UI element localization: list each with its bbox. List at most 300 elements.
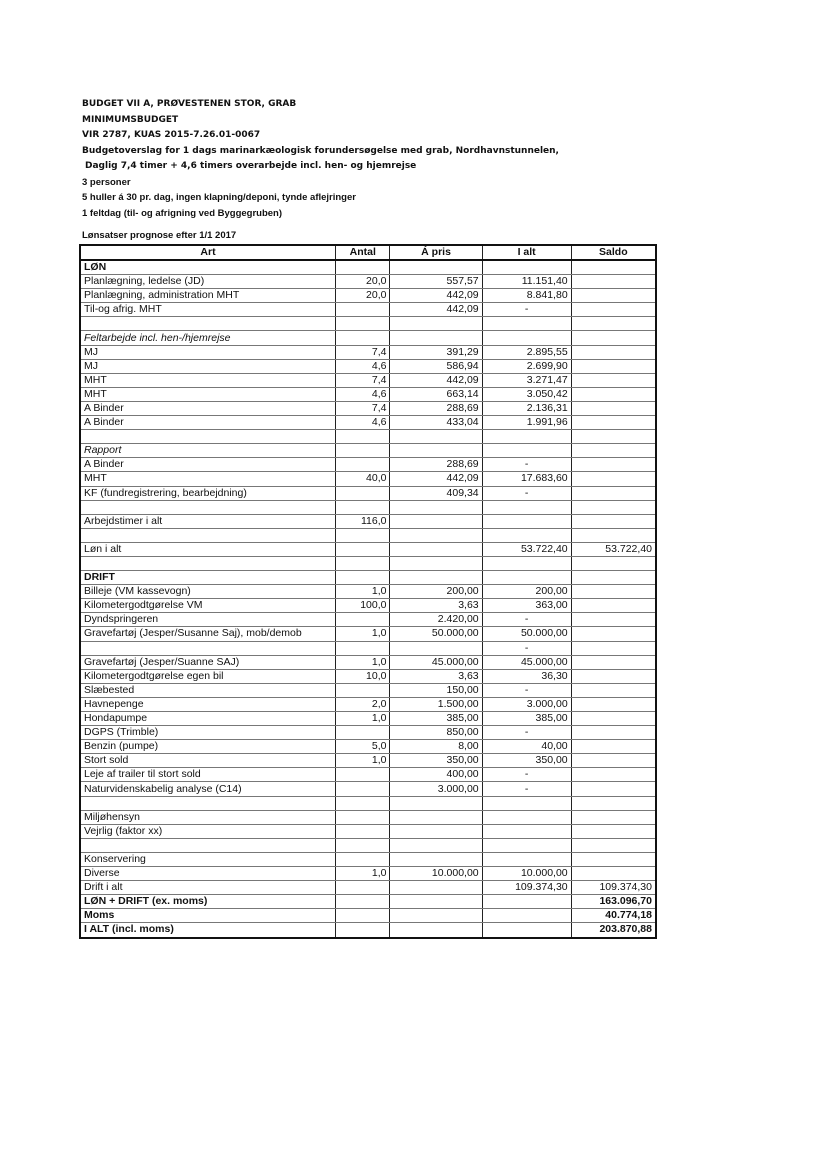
cell-pris: 442,09 <box>390 373 482 387</box>
case-reference: VIR 2787, KUAS 2015-7.26.01-0067 <box>82 130 261 140</box>
cell-pris: 3,63 <box>390 669 482 683</box>
cell-saldo <box>571 500 656 514</box>
cell-ialt <box>482 514 571 528</box>
cell-ialt <box>482 824 571 838</box>
table-row <box>80 401 656 415</box>
cell-antal: 1,0 <box>336 585 390 599</box>
cell-saldo <box>571 430 656 444</box>
table-row <box>80 303 656 317</box>
cell-ialt <box>482 331 571 345</box>
cell-art <box>80 796 336 810</box>
cell-pris <box>390 444 482 458</box>
cell-antal <box>336 810 390 824</box>
cell-pris: 442,09 <box>390 289 482 303</box>
table-row <box>80 768 656 782</box>
column-header-saldo: Saldo <box>571 245 656 260</box>
cell-saldo <box>571 387 656 401</box>
cell-ialt: 3.000,00 <box>482 697 571 711</box>
cell-antal: 1,0 <box>336 655 390 669</box>
table-row <box>80 528 656 542</box>
cell-ialt <box>482 500 571 514</box>
table-row <box>80 585 656 599</box>
cell-antal <box>336 542 390 556</box>
table-row <box>80 923 656 938</box>
cell-antal: 1,0 <box>336 712 390 726</box>
cell-antal: 4,6 <box>336 416 390 430</box>
cell-antal <box>336 528 390 542</box>
table-row <box>80 782 656 796</box>
table-row <box>80 838 656 852</box>
cell-saldo <box>571 260 656 275</box>
cell-pris <box>390 895 482 909</box>
cell-saldo <box>571 669 656 683</box>
cell-ialt: - <box>482 486 571 500</box>
cell-ialt: - <box>482 683 571 697</box>
cell-pris <box>390 542 482 556</box>
document-header <box>82 97 782 221</box>
cell-ialt: 3.050,42 <box>482 387 571 401</box>
cell-saldo <box>571 444 656 458</box>
cell-ialt: - <box>482 782 571 796</box>
cell-antal: 1,0 <box>336 754 390 768</box>
cell-ialt <box>482 528 571 542</box>
cell-antal <box>336 260 390 275</box>
table-row <box>80 500 656 514</box>
cell-antal: 40,0 <box>336 472 390 486</box>
cell-pris: 288,69 <box>390 401 482 415</box>
cell-pris <box>390 514 482 528</box>
cell-art: Vejrlig (faktor xx) <box>80 824 336 838</box>
cell-pris <box>390 852 482 866</box>
cell-saldo <box>571 556 656 570</box>
cell-antal: 1,0 <box>336 627 390 641</box>
cell-ialt: - <box>482 613 571 627</box>
cell-art: Benzin (pumpe) <box>80 740 336 754</box>
cell-art: DRIFT <box>80 571 336 585</box>
cell-art: Slæbested <box>80 683 336 697</box>
cell-antal: 10,0 <box>336 669 390 683</box>
budget-title: BUDGET VII A, PRØVESTENEN STOR, GRAB <box>82 99 297 109</box>
table-row <box>80 486 656 500</box>
table-row <box>80 331 656 345</box>
budget-table <box>79 244 657 939</box>
cell-pris: 2.420,00 <box>390 613 482 627</box>
cell-antal: 4,6 <box>336 387 390 401</box>
cell-antal: 20,0 <box>336 289 390 303</box>
table-row <box>80 373 656 387</box>
cell-saldo <box>571 571 656 585</box>
table-row <box>80 571 656 585</box>
cell-pris: 400,00 <box>390 768 482 782</box>
cell-ialt <box>482 260 571 275</box>
cell-saldo <box>571 317 656 331</box>
budget-description: Budgetoverslag for 1 dags marinarkæologisk forundersøgelse med grab, Nordhavnstunnelen, <box>82 145 559 156</box>
cell-ialt: 1.991,96 <box>482 416 571 430</box>
cell-saldo <box>571 585 656 599</box>
table-row <box>80 655 656 669</box>
cell-saldo <box>571 824 656 838</box>
cell-ialt: 8.841,80 <box>482 289 571 303</box>
cell-pris <box>390 556 482 570</box>
cell-antal <box>336 317 390 331</box>
cell-ialt: - <box>482 458 571 472</box>
cell-art: Rapport <box>80 444 336 458</box>
cell-ialt: 36,30 <box>482 669 571 683</box>
cell-art: Til-og afrig. MHT <box>80 303 336 317</box>
cell-ialt: 40,00 <box>482 740 571 754</box>
cell-art <box>80 500 336 514</box>
cell-pris: 8,00 <box>390 740 482 754</box>
cell-art: Planlægning, administration MHT <box>80 289 336 303</box>
cell-art: MHT <box>80 387 336 401</box>
table-row <box>80 613 656 627</box>
cell-pris: 150,00 <box>390 683 482 697</box>
cell-ialt <box>482 810 571 824</box>
cell-pris <box>390 528 482 542</box>
cell-ialt <box>482 444 571 458</box>
column-header-art: Art <box>80 245 336 260</box>
cell-art: Gravefartøj (Jesper/Susanne Saj), mob/demob <box>80 627 336 641</box>
cell-saldo <box>571 852 656 866</box>
cell-ialt <box>482 571 571 585</box>
cell-saldo <box>571 359 656 373</box>
table-row <box>80 895 656 909</box>
cell-saldo <box>571 331 656 345</box>
table-row <box>80 669 656 683</box>
holes-note: 5 huller á 30 pr. dag, ingen klapning/deponi, tynde aflejringer <box>82 192 356 203</box>
cell-pris: 433,04 <box>390 416 482 430</box>
cell-antal <box>336 486 390 500</box>
cell-art: DGPS (Trimble) <box>80 726 336 740</box>
cell-art <box>80 641 336 655</box>
cell-art <box>80 317 336 331</box>
cell-art: MHT <box>80 472 336 486</box>
cell-antal <box>336 303 390 317</box>
cell-art: Havnepenge <box>80 697 336 711</box>
cell-art: Hondapumpe <box>80 712 336 726</box>
cell-ialt <box>482 796 571 810</box>
cell-saldo <box>571 641 656 655</box>
cell-ialt: 50.000,00 <box>482 627 571 641</box>
cell-saldo <box>571 401 656 415</box>
cell-pris: 442,09 <box>390 303 482 317</box>
cell-saldo <box>571 838 656 852</box>
cell-antal <box>336 852 390 866</box>
cell-art: Dyndspringeren <box>80 613 336 627</box>
cell-ialt: 11.151,40 <box>482 275 571 289</box>
cell-pris: 391,29 <box>390 345 482 359</box>
cell-art: Kilometergodtgørelse VM <box>80 599 336 613</box>
table-row <box>80 909 656 923</box>
table-row <box>80 754 656 768</box>
cell-pris: 50.000,00 <box>390 627 482 641</box>
cell-pris: 409,34 <box>390 486 482 500</box>
cell-ialt <box>482 430 571 444</box>
table-row <box>80 810 656 824</box>
cell-antal: 4,6 <box>336 359 390 373</box>
cell-pris: 850,00 <box>390 726 482 740</box>
cell-saldo <box>571 599 656 613</box>
cell-pris: 385,00 <box>390 712 482 726</box>
cell-antal <box>336 881 390 895</box>
cell-antal: 116,0 <box>336 514 390 528</box>
cell-saldo <box>571 796 656 810</box>
cell-pris: 586,94 <box>390 359 482 373</box>
cell-saldo <box>571 345 656 359</box>
cell-ialt <box>482 317 571 331</box>
cell-antal <box>336 796 390 810</box>
cell-art <box>80 556 336 570</box>
cell-ialt: - <box>482 303 571 317</box>
cell-pris: 288,69 <box>390 458 482 472</box>
cell-art: Stort sold <box>80 754 336 768</box>
cell-ialt: - <box>482 768 571 782</box>
table-row <box>80 641 656 655</box>
cell-pris <box>390 500 482 514</box>
cell-saldo <box>571 697 656 711</box>
cell-pris: 3.000,00 <box>390 782 482 796</box>
table-header-row <box>80 245 656 260</box>
table-row <box>80 275 656 289</box>
cell-saldo <box>571 289 656 303</box>
cell-pris <box>390 796 482 810</box>
cell-ialt: 109.374,30 <box>482 881 571 895</box>
cell-pris <box>390 909 482 923</box>
cell-antal <box>336 895 390 909</box>
cell-pris: 663,14 <box>390 387 482 401</box>
table-row <box>80 430 656 444</box>
cell-art <box>80 838 336 852</box>
cell-ialt: 2.136,31 <box>482 401 571 415</box>
cell-antal: 7,4 <box>336 345 390 359</box>
cell-saldo <box>571 867 656 881</box>
cell-pris <box>390 430 482 444</box>
table-row <box>80 712 656 726</box>
cell-ialt: - <box>482 726 571 740</box>
cell-saldo <box>571 726 656 740</box>
table-row <box>80 796 656 810</box>
cell-antal <box>336 782 390 796</box>
cell-saldo <box>571 782 656 796</box>
persons-note: 3 personer <box>82 176 131 188</box>
table-row <box>80 472 656 486</box>
cell-antal <box>336 641 390 655</box>
column-header-antal: Antal <box>336 245 390 260</box>
cell-saldo <box>571 458 656 472</box>
cell-art: Arbejdstimer i alt <box>80 514 336 528</box>
cell-art: Diverse <box>80 867 336 881</box>
table-row <box>80 881 656 895</box>
table-row <box>80 867 656 881</box>
cell-saldo: 53.722,40 <box>571 542 656 556</box>
cell-pris <box>390 571 482 585</box>
table-row <box>80 556 656 570</box>
cell-saldo <box>571 754 656 768</box>
cell-pris: 10.000,00 <box>390 867 482 881</box>
cell-saldo <box>571 514 656 528</box>
cell-ialt <box>482 895 571 909</box>
table-row <box>80 514 656 528</box>
cell-pris <box>390 641 482 655</box>
cell-pris <box>390 881 482 895</box>
cell-art: MJ <box>80 345 336 359</box>
cell-saldo <box>571 740 656 754</box>
cell-pris: 557,57 <box>390 275 482 289</box>
cell-ialt: 2.895,55 <box>482 345 571 359</box>
column-header-pris: Á pris <box>390 245 482 260</box>
cell-antal: 1,0 <box>336 867 390 881</box>
cell-antal <box>336 683 390 697</box>
table-row <box>80 542 656 556</box>
cell-antal: 100,0 <box>336 599 390 613</box>
cell-antal <box>336 909 390 923</box>
cell-art: I ALT (incl. moms) <box>80 923 336 938</box>
cell-antal <box>336 613 390 627</box>
cell-art: MJ <box>80 359 336 373</box>
cell-art: A Binder <box>80 458 336 472</box>
cell-antal <box>336 571 390 585</box>
cell-ialt <box>482 556 571 570</box>
cell-art: A Binder <box>80 401 336 415</box>
cell-ialt: 45.000,00 <box>482 655 571 669</box>
cell-saldo <box>571 528 656 542</box>
cell-art: Billeje (VM kassevogn) <box>80 585 336 599</box>
column-header-ialt: I alt <box>482 245 571 260</box>
cell-pris <box>390 838 482 852</box>
cell-art: Miljøhensyn <box>80 810 336 824</box>
table-row <box>80 458 656 472</box>
cell-art: Leje af trailer til stort sold <box>80 768 336 782</box>
table-row <box>80 359 656 373</box>
cell-ialt: 10.000,00 <box>482 867 571 881</box>
cell-ialt: 2.699,90 <box>482 359 571 373</box>
cell-pris: 200,00 <box>390 585 482 599</box>
cell-saldo <box>571 303 656 317</box>
cell-art: Gravefartøj (Jesper/Suanne SAJ) <box>80 655 336 669</box>
cell-ialt <box>482 838 571 852</box>
table-row <box>80 289 656 303</box>
table-row <box>80 416 656 430</box>
cell-saldo <box>571 768 656 782</box>
cell-art: Kilometergodtgørelse egen bil <box>80 669 336 683</box>
cell-ialt: 17.683,60 <box>482 472 571 486</box>
cell-saldo: 203.870,88 <box>571 923 656 938</box>
table-row <box>80 726 656 740</box>
cell-antal: 2,0 <box>336 697 390 711</box>
cell-saldo <box>571 416 656 430</box>
cell-pris: 442,09 <box>390 472 482 486</box>
cell-art: LØN + DRIFT (ex. moms) <box>80 895 336 909</box>
cell-saldo: 163.096,70 <box>571 895 656 909</box>
cell-art <box>80 430 336 444</box>
cell-art: A Binder <box>80 416 336 430</box>
cell-art: Moms <box>80 909 336 923</box>
table-row <box>80 260 656 275</box>
cell-antal: 7,4 <box>336 401 390 415</box>
cell-pris: 350,00 <box>390 754 482 768</box>
table-row <box>80 444 656 458</box>
cell-art: MHT <box>80 373 336 387</box>
table-row <box>80 697 656 711</box>
fieldday-note: 1 feltdag (til- og afrigning ved Byggegruben) <box>82 207 283 219</box>
cell-art: Konservering <box>80 852 336 866</box>
table-row <box>80 317 656 331</box>
cell-saldo <box>571 683 656 697</box>
cell-antal: 5,0 <box>336 740 390 754</box>
cell-antal <box>336 923 390 938</box>
cell-pris <box>390 923 482 938</box>
cell-antal: 7,4 <box>336 373 390 387</box>
cell-antal <box>336 838 390 852</box>
table-body <box>80 260 656 938</box>
cell-art: KF (fundregistrering, bearbejdning) <box>80 486 336 500</box>
cell-art <box>80 528 336 542</box>
cell-antal <box>336 458 390 472</box>
cell-saldo: 40.774,18 <box>571 909 656 923</box>
cell-ialt <box>482 852 571 866</box>
cell-saldo <box>571 655 656 669</box>
cell-antal <box>336 768 390 782</box>
table-row <box>80 627 656 641</box>
table-row <box>80 740 656 754</box>
table-caption: Lønsatser prognose efter 1/1 2017 <box>82 230 237 241</box>
cell-pris <box>390 824 482 838</box>
cell-pris <box>390 331 482 345</box>
cell-pris <box>390 260 482 275</box>
cell-art: Naturvidenskabelig analyse (C14) <box>80 782 336 796</box>
cell-pris <box>390 810 482 824</box>
cell-pris: 45.000,00 <box>390 655 482 669</box>
cell-pris: 1.500,00 <box>390 697 482 711</box>
cell-saldo <box>571 627 656 641</box>
table-row <box>80 345 656 359</box>
cell-art: Drift i alt <box>80 881 336 895</box>
cell-art: Feltarbejde incl. hen-/hjemrejse <box>80 331 336 345</box>
table-row <box>80 683 656 697</box>
cell-ialt: 53.722,40 <box>482 542 571 556</box>
cell-ialt: 3.271,47 <box>482 373 571 387</box>
cell-art: LØN <box>80 260 336 275</box>
cell-antal <box>336 500 390 514</box>
cell-antal: 20,0 <box>336 275 390 289</box>
table-row <box>80 824 656 838</box>
cell-saldo <box>571 472 656 486</box>
cell-saldo <box>571 712 656 726</box>
cell-saldo <box>571 275 656 289</box>
cell-ialt: 385,00 <box>482 712 571 726</box>
cell-antal <box>336 430 390 444</box>
cell-saldo <box>571 810 656 824</box>
cell-ialt: 350,00 <box>482 754 571 768</box>
cell-pris <box>390 317 482 331</box>
cell-antal <box>336 444 390 458</box>
cell-ialt: - <box>482 641 571 655</box>
budget-subtitle: MINIMUMSBUDGET <box>82 114 179 125</box>
cell-saldo <box>571 613 656 627</box>
cell-saldo <box>571 486 656 500</box>
cell-art: Løn i alt <box>80 542 336 556</box>
cell-ialt: 363,00 <box>482 599 571 613</box>
cell-antal <box>336 824 390 838</box>
table-row <box>80 599 656 613</box>
table-row <box>80 852 656 866</box>
cell-saldo <box>571 373 656 387</box>
cell-art: Planlægning, ledelse (JD) <box>80 275 336 289</box>
cell-antal <box>336 331 390 345</box>
cell-ialt <box>482 923 571 938</box>
table-row <box>80 387 656 401</box>
cell-antal <box>336 556 390 570</box>
